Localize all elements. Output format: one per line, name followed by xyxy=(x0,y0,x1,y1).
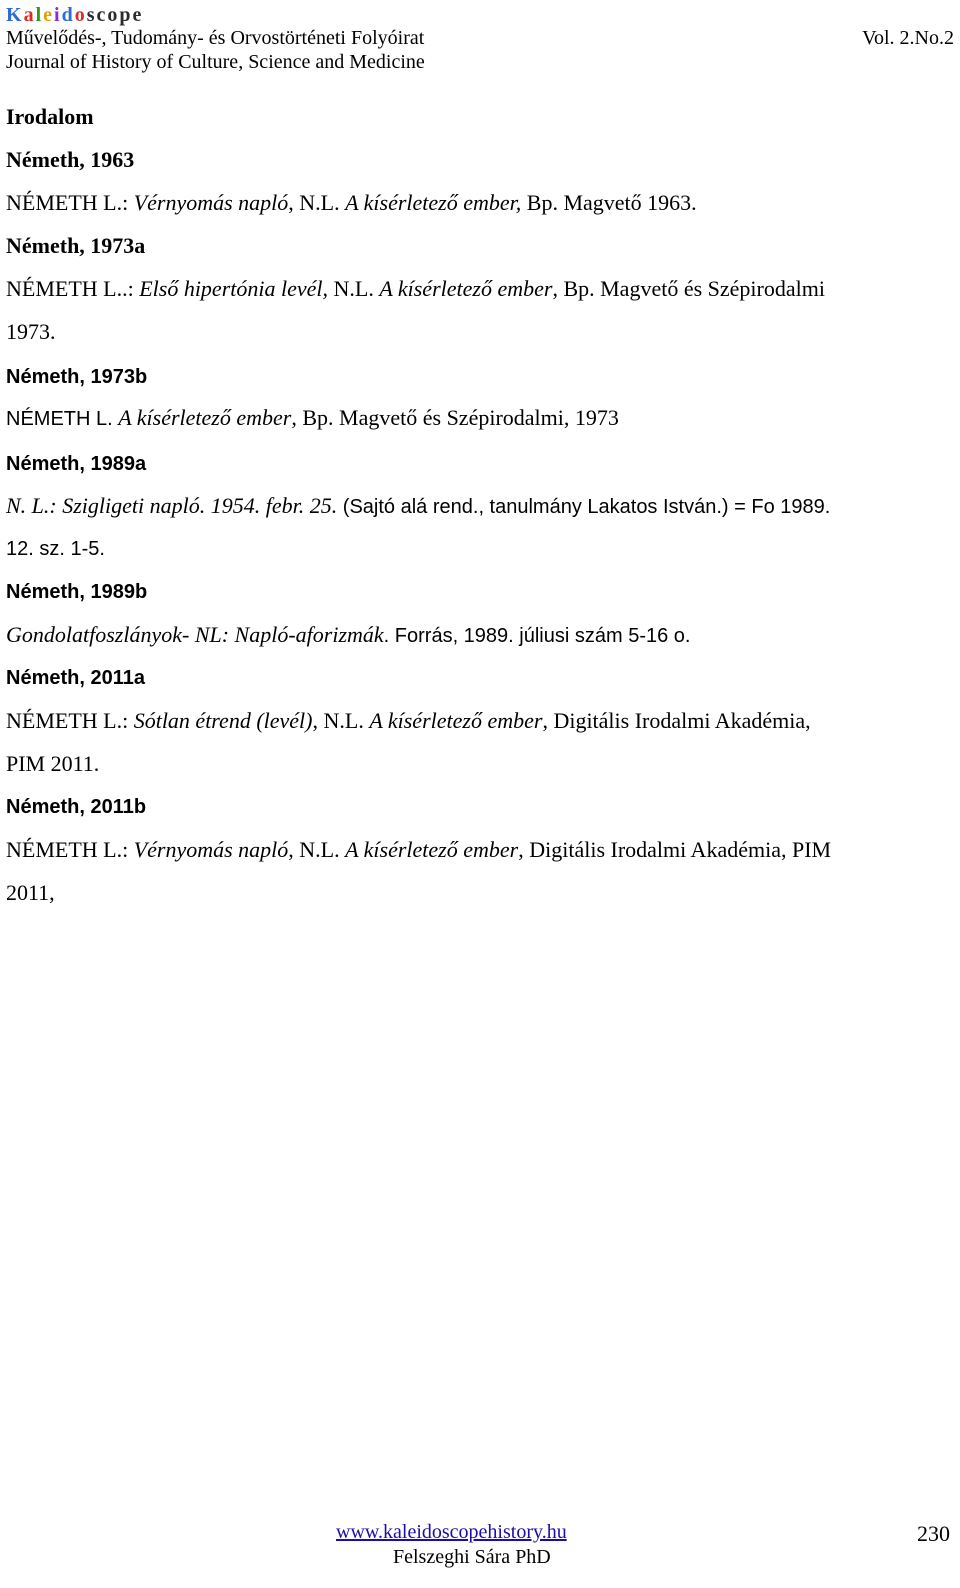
entry-citation-cont: PIM 2011. xyxy=(6,751,100,776)
entry-key: Németh, 2011b xyxy=(6,796,147,818)
journal-logo xyxy=(6,4,954,26)
logo-letter: d xyxy=(61,4,75,26)
citation-text: Bp. Magvető 1963. xyxy=(521,190,697,215)
citation-title: A kísérletező ember xyxy=(345,837,519,862)
logo-letter: e xyxy=(43,4,55,26)
citation-text: (Sajtó alá rend., tanulmány Lakatos István.) = Fo 1989. xyxy=(337,496,831,518)
logo-letter: K xyxy=(6,4,24,26)
citation-author: NÉMETH L.: xyxy=(6,708,134,733)
citation-title: Első hipertónia levél, xyxy=(139,276,328,301)
entry-citation xyxy=(6,190,697,216)
entry-citation xyxy=(6,276,825,302)
logo-letter: p xyxy=(119,4,133,26)
entry-citation xyxy=(6,837,831,863)
page-number: 230 xyxy=(917,1521,950,1546)
citation-text: , Digitális Irodalmi Akadémia, PIM xyxy=(518,837,832,862)
journal-title-en: Journal of History of Culture, Science and Medicine xyxy=(6,51,425,73)
website-link[interactable]: www.kaleidoscopehistory.hu xyxy=(336,1521,567,1543)
logo-letter: a xyxy=(23,4,36,26)
entry-citation xyxy=(6,405,619,432)
entry-citation-cont: 12. sz. 1-5. xyxy=(6,538,105,560)
citation-text: . Forrás, 1989. júliusi szám 5-16 o. xyxy=(383,625,691,647)
volume-label: Vol. 2.No.2 xyxy=(862,27,954,49)
entry-citation-cont: 2011, xyxy=(6,880,55,905)
footer-author: Felszeghi Sára PhD xyxy=(393,1546,551,1568)
citation-title: A kísérletező ember xyxy=(369,708,543,733)
entry-citation xyxy=(6,708,811,734)
citation-title: A kísérletező ember xyxy=(118,405,292,430)
citation-text: , Digitális Irodalmi Akadémia, xyxy=(542,708,811,733)
citation-title: Vérnyomás napló xyxy=(133,190,289,215)
logo-letter: o xyxy=(74,4,87,26)
entry-key: Németh, 2011a xyxy=(6,667,145,689)
citation-author: NÉMETH L.: xyxy=(6,837,134,862)
citation-title: Gondolatfoszlányok- NL: Napló-aforizmák xyxy=(6,622,384,647)
entry-citation xyxy=(6,622,690,649)
citation-title: Vérnyomás napló xyxy=(133,837,289,862)
logo-letter: i xyxy=(54,4,62,26)
citation-text: , N.L. xyxy=(288,190,346,215)
section-title: Irodalom xyxy=(6,104,94,129)
citation-author: NÉMETH L. xyxy=(6,408,119,430)
citation-text: N.L. xyxy=(328,276,380,301)
logo-letter: e xyxy=(132,4,144,26)
page-header xyxy=(6,4,954,74)
logo-letter: c xyxy=(96,4,108,26)
entry-key: Németh, 1973a xyxy=(6,233,146,258)
citation-text: , Bp. Magvető és Szépirodalmi xyxy=(552,276,825,301)
journal-title-hu-row xyxy=(6,26,954,50)
citation-title: Sótlan étrend (levél) xyxy=(133,708,313,733)
logo-letter: s xyxy=(86,4,97,26)
citation-title: A kísérletező ember xyxy=(379,276,553,301)
citation-author: NÉMETH L..: xyxy=(6,276,140,301)
entry-citation-cont: 1973. xyxy=(6,319,56,344)
logo-letter: l xyxy=(35,4,44,26)
entry-key: Németh, 1963 xyxy=(6,147,135,172)
citation-text: , Bp. Magvető és Szépirodalmi, 1973 xyxy=(291,405,619,430)
citation-text: , N.L. xyxy=(312,708,370,733)
logo-letter: o xyxy=(107,4,120,26)
entry-key: Németh, 1989b xyxy=(6,581,148,603)
entry-citation xyxy=(6,493,830,520)
citation-title: A kísérletező ember, xyxy=(345,190,522,215)
entry-key: Németh, 1989a xyxy=(6,453,147,475)
citation-title: N. L.: Szigligeti napló. 1954. febr. 25. xyxy=(6,493,338,518)
entry-key: Németh, 1973b xyxy=(6,366,148,388)
citation-author: NÉMETH L.: xyxy=(6,190,134,215)
journal-title-hu: Művelődés-, Tudomány- és Orvostörténeti Folyóirat xyxy=(6,27,425,49)
citation-text: , N.L. xyxy=(288,837,346,862)
